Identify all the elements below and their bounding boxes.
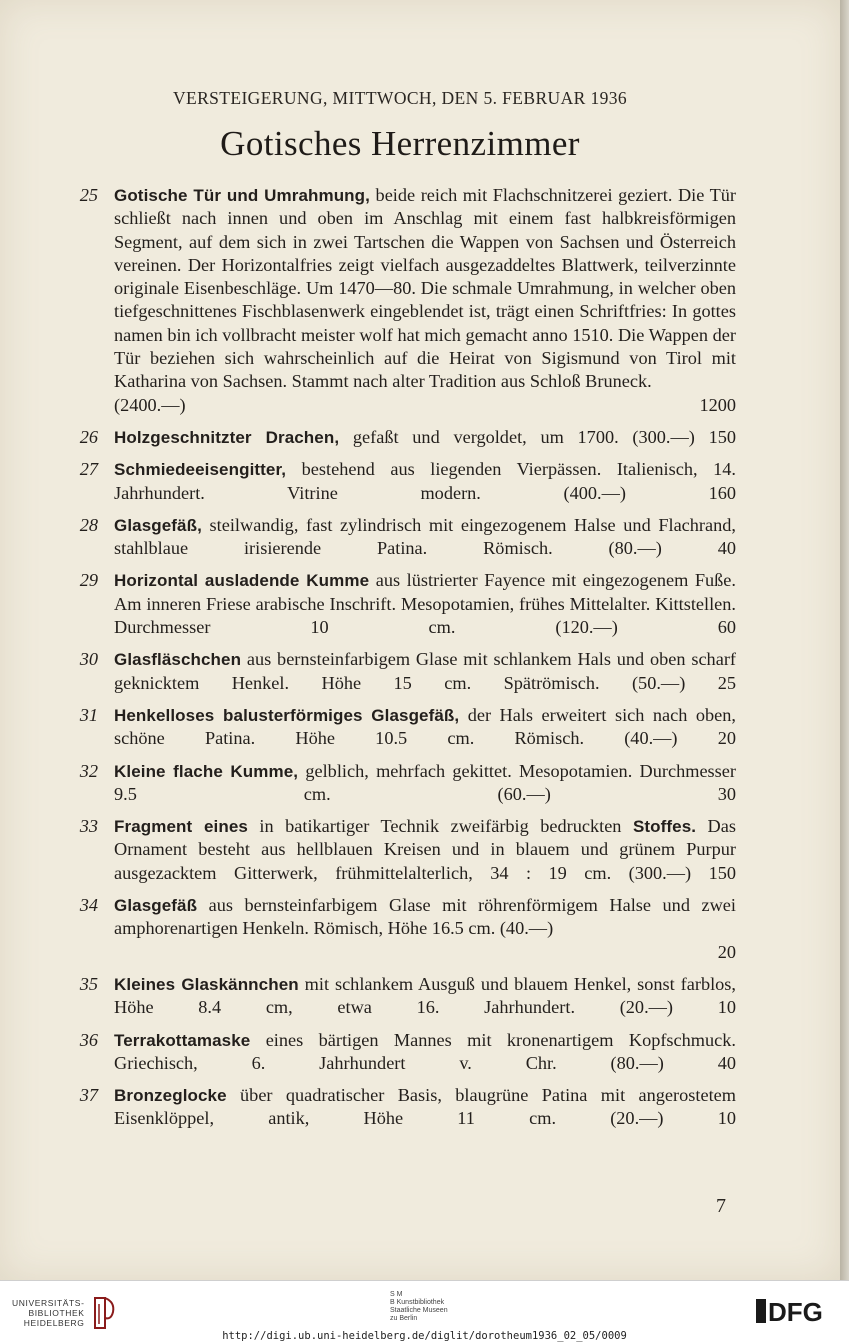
entry-heading-continued: Stoffes.	[632, 817, 697, 837]
library-emblem-icon	[91, 1296, 117, 1330]
price: 40	[717, 538, 736, 559]
entry-text	[114, 569, 736, 639]
entry-description: bestehend aus liegenden Vierpässen. Italienisch, 14. Jahrhundert. Vitrine modern. (400.—)	[114, 459, 736, 503]
museum-line: Staatliche Museen	[390, 1307, 448, 1314]
entry-heading: Kleines Glaskännchen	[114, 974, 299, 994]
university-line: UNIVERSITÄTS-	[12, 1298, 85, 1308]
museum-credit	[390, 1291, 448, 1323]
university-logo[interactable]	[12, 1296, 117, 1330]
entry-heading: Bronzeglocke	[114, 1086, 227, 1106]
catalog-entry	[68, 458, 736, 505]
page-title: Gotisches Herrenzimmer	[220, 124, 580, 163]
lot-number: 29	[79, 570, 98, 591]
entry-heading: Horizontal ausladende Kumme	[114, 571, 370, 591]
entry-description: der Hals erweitert sich nach oben, schöne Patina. Höhe 10.5 cm. Römisch. (40.—)	[114, 704, 736, 749]
price: 160	[708, 482, 736, 503]
price: 10	[717, 997, 736, 1018]
lot-number: 27	[79, 459, 98, 480]
entry-text	[114, 973, 736, 1020]
catalog-entry	[68, 1084, 736, 1131]
entry-description: aus bernsteinfarbigem Glase mit schlankem Hals und oben scharf geknicktem Henkel. Höhe 15 cm. Spätrömisch. (50.—)	[114, 649, 736, 693]
catalog-entry	[68, 184, 736, 417]
price: 25	[717, 672, 736, 693]
page-edge	[840, 0, 849, 1280]
entry-text	[114, 815, 736, 885]
price: 30	[717, 783, 736, 804]
entry-text	[114, 1029, 736, 1076]
entry-heading: Fragment eines	[114, 817, 248, 837]
entry-heading: Glasgefäß,	[114, 515, 202, 535]
catalog-entry	[68, 894, 736, 964]
entry-text	[114, 184, 736, 394]
entry-description: in batikartiger Technik zweifärbig bedruckten	[247, 816, 633, 837]
price: 20	[717, 728, 736, 749]
catalog-entry	[68, 648, 736, 695]
museum-line: B Kunstbibliothek	[390, 1299, 445, 1306]
catalog-entry	[68, 815, 736, 885]
lot-number: 26	[79, 426, 98, 447]
entry-description: über quadratischer Basis, blaugrüne Patina mit angerostetem Eisenklöppel, antik, Höhe 11 cm. (20.—)	[114, 1085, 736, 1129]
dfg-label: DFG	[768, 1297, 823, 1325]
entry-heading: Holzgeschnitzter Drachen,	[114, 427, 340, 447]
museum-line: zu Berlin	[390, 1315, 418, 1322]
catalog-entry	[68, 973, 736, 1020]
entry-text	[114, 760, 736, 807]
entry-heading: Henkelloses balusterförmiges Glasgefäß,	[114, 705, 460, 725]
catalog-entry	[68, 704, 736, 751]
catalog-entry	[68, 569, 736, 639]
entry-description: gelblich, mehrfach gekittet. Mesopotamien. Durchmesser 9.5 cm. (60.—)	[114, 760, 736, 804]
entry-text	[114, 426, 736, 449]
lot-number: 25	[79, 185, 98, 205]
university-line: BIBLIOTHEK	[28, 1308, 85, 1318]
price: 150	[708, 862, 736, 883]
entry-description: aus bernsteinfarbigem Glase mit röhrenförmigem Halse und zwei amphorenartigen Henkeln. Römisch, Höhe 16.5 cm. (40.—)	[114, 895, 736, 939]
entry-description: gefaßt und vergoldet, um 1700. (300.—) 150	[339, 426, 736, 447]
lot-number: 28	[79, 514, 98, 535]
entry-description-continued: Das Ornament besteht aus hellblauen Kreisen und in blauem und grünem Purpur ausgezacktem Gitterwerk, frühmittelalterlich, 34 : 19 cm. (300.—)	[114, 816, 736, 883]
entry-heading: Gotische Tür und Umrahmung,	[114, 186, 370, 205]
entry-heading: Kleine flache Kumme,	[114, 761, 299, 781]
catalog-entry	[68, 426, 736, 449]
catalog-entries	[68, 184, 736, 1140]
entry-text	[114, 1084, 736, 1131]
entry-description: aus lüstrierter Fayence mit eingezogenem Fuße. Am inneren Friese arabische Inschrift. Mesopotamien, frühes Mittelalter. Kittstellen. Durchmesser 10 cm. (120.—)	[114, 570, 736, 638]
entry-description: eines bärtigen Mannes mit kronenartigem Kopfschmuck. Griechisch, 6. Jahrhundert v. Chr. (80.—)	[114, 1029, 736, 1073]
entry-heading: Glasgefäß	[114, 896, 198, 916]
estimate: (2400.—)	[114, 394, 186, 415]
entry-text	[114, 648, 736, 695]
entry-text	[114, 704, 736, 751]
dfg-logo[interactable]	[756, 1297, 836, 1325]
university-line: HEIDELBERG	[23, 1318, 85, 1328]
price: 10	[717, 1108, 736, 1129]
lot-number: 34	[79, 895, 98, 916]
price-line	[114, 394, 736, 417]
entry-description: beide reich mit Flachschnitzerei geziert. Die Tür schließt nach innen und oben im Anschlag mit einem fast halbkreisförmigen Segment, auf dem sich in zwei Tartschen die Wappen von Sachsen und Österreich vereinen. Der Horizontalfries zeigt vielfach ausgezaddeltes Blattwerk, teilverzinnte originale Eisenbeschläge. Um 1470—80. Die schmale Umrahmung, in welcher oben tiefgeschnittenes Fischblasenwerk eingeblendet ist, trägt einen Schriftfries: In gottes namen bin ich vollbracht meister wolf hat mich gemacht anno 1510. Die Wappen der Tür beziehen sich wahrscheinlich auf die Heirat von Sigismund von Tirol mit Katharina von Sachsen. Stammt nach alter Tradition aus Schloß Bruneck.	[114, 185, 736, 392]
entry-heading: Terrakottamaske	[114, 1030, 251, 1050]
entry-text	[114, 514, 736, 561]
lot-number: 36	[79, 1029, 98, 1050]
running-head: VERSTEIGERUNG, MITTWOCH, DEN 5. FEBRUAR 1936	[172, 88, 628, 108]
lot-number: 33	[79, 816, 98, 837]
entry-heading: Glasfläschchen	[114, 650, 242, 670]
museum-line: S M	[390, 1291, 403, 1298]
lot-number: 37	[79, 1085, 98, 1106]
source-url[interactable]: http://digi.ub.uni-heidelberg.de/diglit/dorotheum1936_02_05/0009	[222, 1330, 627, 1342]
lot-number: 31	[79, 704, 98, 725]
entry-description: mit schlankem Ausguß und blauem Henkel, sonst farblos, Höhe 8.4 cm, etwa 16. Jahrhundert. (20.—)	[114, 973, 736, 1018]
lot-number: 35	[79, 973, 98, 994]
lot-number: 32	[79, 760, 98, 781]
entry-text	[114, 458, 736, 505]
entry-text	[114, 894, 736, 941]
price: 20	[717, 941, 736, 962]
entry-heading: Schmiedeeisengitter,	[114, 460, 287, 480]
lot-number: 30	[79, 649, 98, 670]
price: 1200	[699, 394, 736, 415]
price: 60	[717, 617, 736, 638]
page-number: 7	[716, 1195, 726, 1217]
catalog-entry	[68, 760, 736, 807]
price: 40	[717, 1052, 736, 1073]
catalog-entry	[68, 1029, 736, 1076]
catalog-entry	[68, 514, 736, 561]
entry-description: steilwandig, fast zylindrisch mit eingezogenem Halse und Flachrand, stahlblaue irisierende Patina. Römisch. (80.—)	[114, 514, 736, 559]
